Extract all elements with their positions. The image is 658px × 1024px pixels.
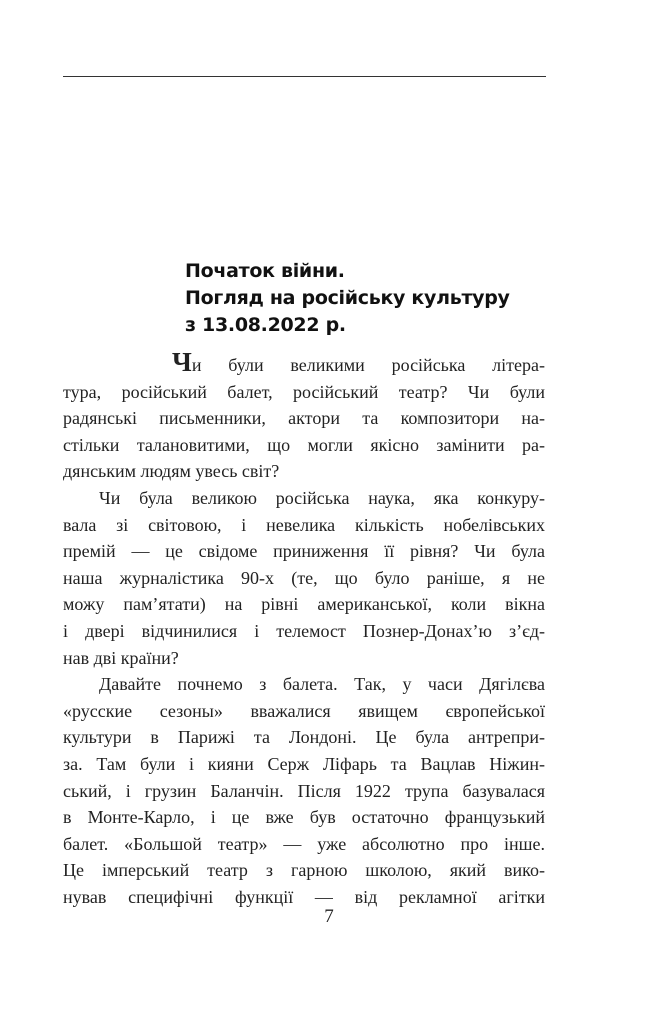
chapter-heading (185, 258, 510, 339)
text-line: і двері відчинилися і телемост Познер-Донах’ю з’єд- (63, 620, 545, 641)
text-line: вала зі світовою, і невелика кількість нобелівських (63, 514, 545, 535)
heading-line: з 13.08.2022 р. (185, 314, 346, 336)
text-line-rest: и були великими російська літера- (191, 355, 545, 375)
text-line: премій — це свідоме приниження її рівня? Чи була (63, 541, 545, 562)
text-line: Це імперський театр з гарною школою, який вико- (63, 860, 545, 881)
text-line: наша журналістика 90-х (те, що було раніше, я не (63, 567, 545, 588)
text-line: в Монте-Карло, і це вже був остаточно французький (63, 807, 545, 828)
text-line: тура, російський балет, російський театр? Чи були (63, 381, 545, 402)
heading-line: Погляд на російську культуру (185, 287, 510, 309)
text-line: ський, і грузин Баланчін. Після 1922 трупа базувалася (63, 780, 545, 801)
text-line: за. Там були і кияни Серж Ліфарь та Вацлав Ніжин- (63, 753, 545, 774)
drop-cap: Ч (172, 347, 192, 377)
header-rule (63, 76, 546, 77)
text-line: «русские сезоны» вважалися явищем європейської (63, 700, 545, 721)
heading-line: Початок війни. (185, 260, 345, 282)
text-line: можу пам’ятати) на рівні американської, коли вікна (63, 594, 545, 615)
text-line (63, 347, 545, 379)
body-text (63, 347, 545, 910)
page-number: 7 (324, 906, 334, 927)
text-line: Чи була великою російська наука, яка конкуру- (99, 487, 545, 508)
text-line: нував специфічні функції — від рекламної агітки (63, 886, 545, 907)
text-line: Давайте почнемо з балета. Так, у часи Дягілєва (99, 674, 545, 695)
text-line: нав дві країни? (63, 647, 179, 668)
text-line: радянські письменники, актори та композитори на- (63, 408, 545, 429)
text-line: дянським людям увесь світ? (63, 461, 280, 482)
text-line: культури в Парижі та Лондоні. Це була антрепри- (63, 727, 545, 748)
text-line: стільки талановитими, що могли якісно замінити ра- (63, 434, 545, 455)
text-line: балет. «Большой театр» — уже абсолютно про інше. (63, 833, 545, 854)
